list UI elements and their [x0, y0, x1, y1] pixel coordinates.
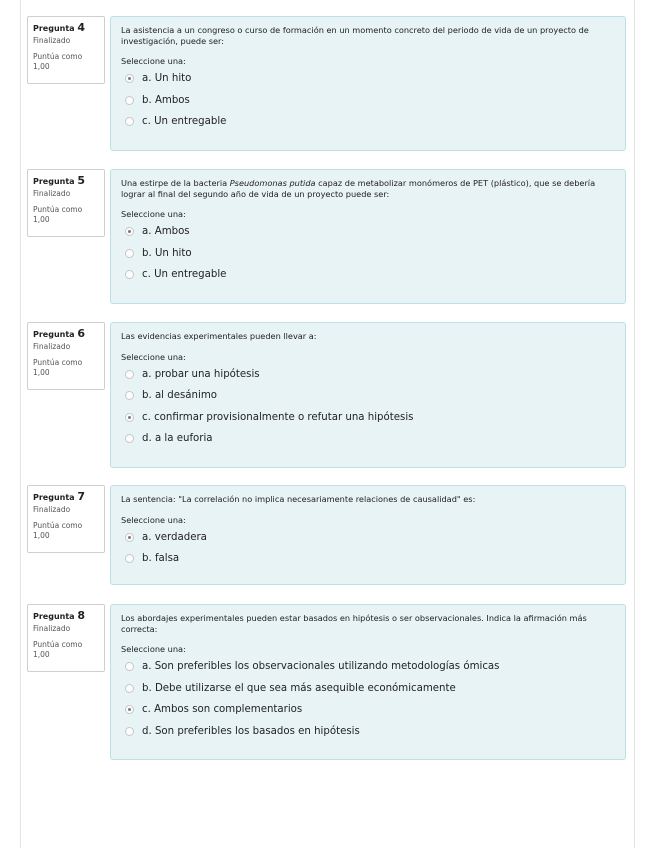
answer-options	[121, 364, 615, 450]
radio-button[interactable]	[125, 96, 134, 105]
option-label: b. Ambos	[142, 94, 190, 106]
radio-button[interactable]	[125, 434, 134, 443]
option-label: b. falsa	[142, 553, 180, 565]
question-grade: Puntúa como 1,00	[33, 52, 83, 71]
question-text: Los abordajes experimentales pueden estar basados en hipótesis o ser observacionales. Indica la afirmación más correcta:	[121, 613, 587, 634]
answer-prompt: Seleccione una:	[121, 56, 186, 66]
answer-option[interactable]	[121, 407, 615, 429]
answer-prompt: Seleccione una:	[121, 351, 186, 362]
question-content	[110, 322, 626, 468]
radio-button[interactable]	[125, 391, 134, 400]
question-state: Finalizado	[33, 189, 71, 198]
question-content	[110, 604, 626, 760]
question-text: La asistencia a un congreso o curso de formación en un momento concreto del periodo de vida de un proyecto de investigación, puede ser:	[121, 25, 589, 46]
question-state: Finalizado	[33, 36, 71, 45]
answer-option[interactable]	[121, 656, 615, 678]
option-label: b. al desánimo	[142, 390, 217, 402]
question-number: Pregunta 6	[33, 327, 86, 340]
answer-option[interactable]	[121, 364, 615, 386]
option-label: a. verdadera	[142, 531, 207, 543]
radio-button[interactable]	[125, 74, 134, 83]
option-label: c. Un entregable	[142, 116, 227, 128]
question-grade: Puntúa como 1,00	[33, 205, 83, 224]
answer-option[interactable]	[121, 90, 615, 112]
radio-button[interactable]	[125, 227, 134, 236]
radio-button[interactable]	[125, 727, 134, 736]
answer-options	[121, 527, 615, 570]
question-content	[110, 169, 626, 304]
radio-button[interactable]	[125, 684, 134, 693]
question-number: Pregunta 4	[33, 21, 86, 34]
question-grade: Puntúa como 1,00	[33, 640, 83, 659]
radio-button[interactable]	[125, 554, 134, 563]
radio-button[interactable]	[125, 533, 134, 542]
radio-button[interactable]	[125, 117, 134, 126]
option-label: a. Son preferibles los observacionales utilizando metodologías ómicas	[142, 661, 500, 673]
page-right-border	[634, 0, 635, 848]
question-info	[27, 16, 105, 84]
question-grade: Puntúa como 1,00	[33, 358, 83, 377]
radio-button[interactable]	[125, 662, 134, 671]
answer-option[interactable]	[121, 721, 615, 743]
question-content	[110, 485, 626, 585]
question-grade: Puntúa como 1,00	[33, 521, 83, 540]
answer-options	[121, 68, 615, 133]
answer-prompt: Seleccione una:	[121, 644, 186, 654]
answer-option[interactable]	[121, 243, 615, 265]
option-label: c. Ambos son complementarios	[142, 704, 303, 716]
question-content	[110, 16, 626, 151]
answer-options	[121, 221, 615, 286]
species-name: Pseudomonas putida	[229, 178, 316, 188]
option-label: a. probar una hipótesis	[142, 368, 260, 380]
option-label: a. Un hito	[142, 73, 192, 85]
radio-button[interactable]	[125, 370, 134, 379]
answer-options	[121, 656, 615, 742]
question-info	[27, 169, 105, 237]
option-label: b. Debe utilizarse el que sea más asequible económicamente	[142, 682, 456, 694]
page-left-border	[20, 0, 21, 848]
answer-option[interactable]	[121, 68, 615, 90]
answer-option[interactable]	[121, 548, 615, 570]
question-info	[27, 485, 105, 553]
question-info	[27, 322, 105, 390]
question-info	[27, 604, 105, 672]
answer-option[interactable]	[121, 428, 615, 450]
radio-button[interactable]	[125, 249, 134, 258]
radio-button[interactable]	[125, 413, 134, 422]
option-label: b. Un hito	[142, 247, 192, 259]
radio-button[interactable]	[125, 705, 134, 714]
answer-prompt: Seleccione una:	[121, 514, 186, 525]
question-state: Finalizado	[33, 624, 71, 633]
question-number: Pregunta 7	[33, 490, 86, 503]
answer-option[interactable]	[121, 264, 615, 286]
question-text: La sentencia: "La correlación no implica necesariamente relaciones de causalidad" es:	[121, 494, 476, 504]
answer-option[interactable]	[121, 527, 615, 549]
answer-option[interactable]	[121, 385, 615, 407]
answer-option[interactable]	[121, 111, 615, 133]
radio-button[interactable]	[125, 270, 134, 279]
option-label: a. Ambos	[142, 226, 190, 238]
option-label: d. Son preferibles los basados en hipótesis	[142, 725, 360, 737]
question-number: Pregunta 5	[33, 174, 86, 187]
answer-option[interactable]	[121, 221, 615, 243]
question-number: Pregunta 8	[33, 609, 86, 622]
answer-prompt: Seleccione una:	[121, 209, 186, 219]
option-label: d. a la euforia	[142, 433, 213, 445]
question-state: Finalizado	[33, 342, 71, 351]
question-text: Una estirpe de la bacteria Pseudomonas putida capaz de metabolizar monómeros de PET (plástico), que se debería lograr al final del segundo año de vida de un proyecto puede ser:	[121, 178, 596, 199]
answer-option[interactable]	[121, 678, 615, 700]
option-label: c. Un entregable	[142, 269, 227, 281]
question-text: Las evidencias experimentales pueden llevar a:	[121, 331, 317, 341]
answer-option[interactable]	[121, 699, 615, 721]
option-label: c. confirmar provisionalmente o refutar una hipótesis	[142, 411, 414, 423]
question-state: Finalizado	[33, 505, 71, 514]
